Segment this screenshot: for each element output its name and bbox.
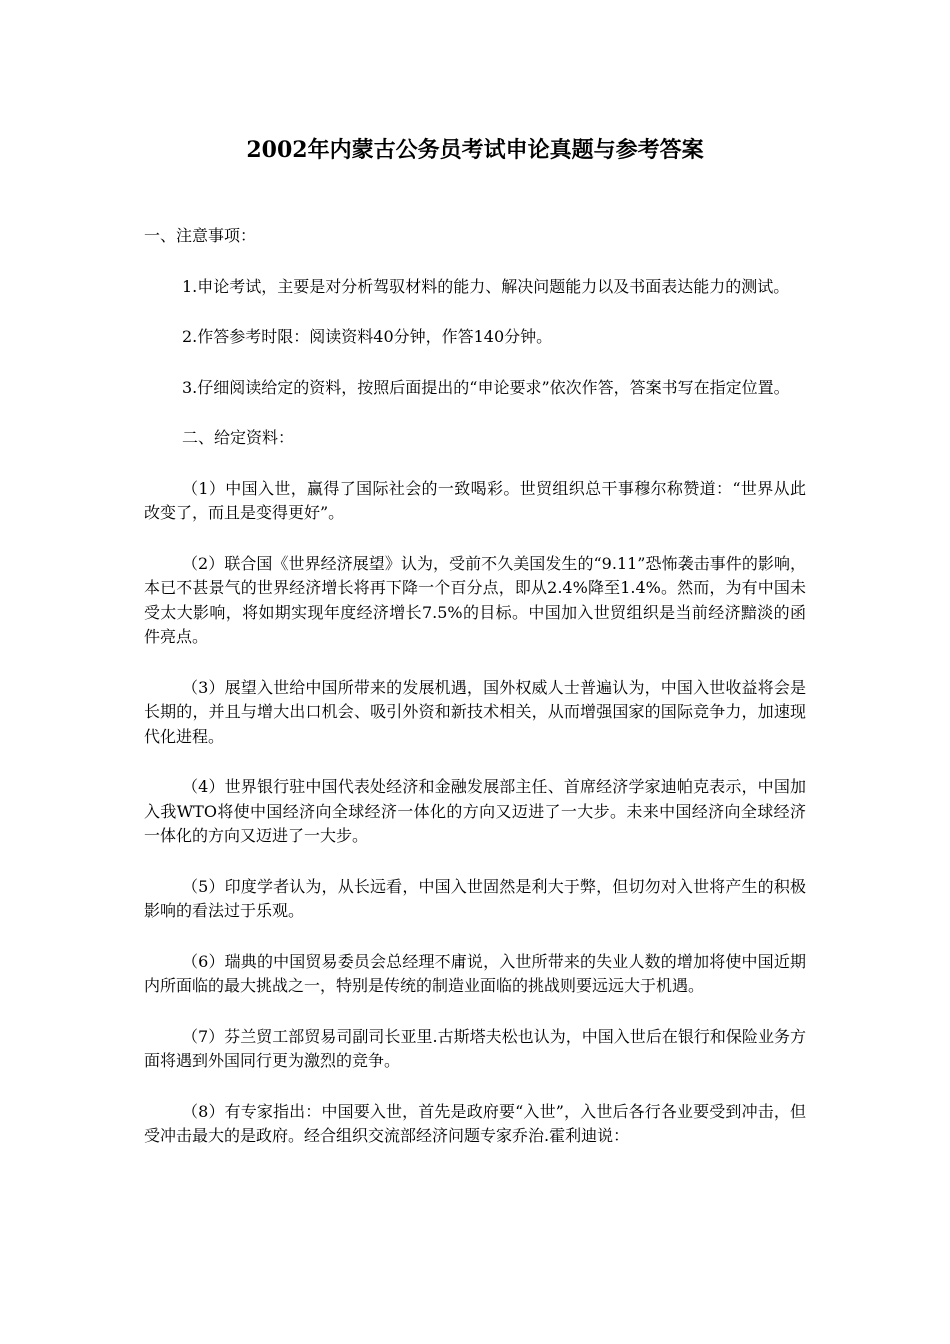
material-item-3: （3）展望入世给中国所带来的发展机遇，国外权威人士普遍认为，中国入世收益将会是长期的，并且与增大出口机会、吸引外资和新技术相关，从而增强国家的国际竞争力，加速现代化进程。 [144, 677, 806, 746]
material-item-6: （6）瑞典的中国贸易委员会总经理不庸说，入世所带来的失业人数的增加将使中国近期内所面临的最大挑战之一，特别是传统的制造业面临的挑战则要远远大于机遇。 [144, 951, 806, 995]
material-item-7: （7）芬兰贸工部贸易司副司长亚里.古斯塔夫松也认为，中国入世后在银行和保险业务方面将遇到外国同行更为激烈的竞争。 [144, 1026, 806, 1070]
material-item-4: （4）世界银行驻中国代表处经济和金融发展部主任、首席经济学家迪帕克表示，中国加入我WTO将使中国经济向全球经济一体化的方向又迈进了一大步。未来中国经济向全球经济一体化的方向又迈进了一大步。 [144, 777, 806, 845]
document-title: 2002年内蒙古公务员考试申论真题与参考答案 [246, 137, 704, 163]
document-body [144, 224, 806, 1175]
material-item-5: （5）印度学者认为，从长远看，中国入世固然是利大于弊，但切勿对入世将产生的积极影响的看法过于乐观。 [144, 876, 806, 920]
notes-heading: 一、注意事项： [144, 226, 257, 245]
material-item-1: （1）中国入世，赢得了国际社会的一致喝彩。世贸组织总干事穆尔称赞道：“世界从此改变了，而且是变得更好”。 [144, 478, 806, 522]
materials-heading: 二、给定资料： [182, 428, 295, 447]
material-item-8: （8）有专家指出：中国要入世，首先是政府要“入世”，入世后各行各业要受到冲击，但受冲击最大的是政府。经合组织交流部经济问题专家乔治.霍利迪说： [144, 1101, 806, 1145]
material-item-2: （2）联合国《世界经济展望》认为，受前不久美国发生的“9.11”恐怖袭击事件的影响，本已不甚景气的世界经济增长将再下降一个百分点，即从2.4%降至1.4%。然而，为有中国未受太大影响，将如期实现年度经济增长7.5%的目标。中国加入世贸组织是当前经济黯淡的函件亮点。 [144, 553, 806, 646]
note-item-3: 3.仔细阅读给定的资料，按照后面提出的“申论要求”依次作答，答案书写在指定位置。 [182, 377, 790, 397]
note-item-1: 1.申论考试，主要是对分析驾驭材料的能力、解决问题能力以及书面表达能力的测试。 [182, 276, 790, 296]
note-item-2: 2.作答参考时限：阅读资料40分钟，作答140分钟。 [182, 327, 553, 346]
